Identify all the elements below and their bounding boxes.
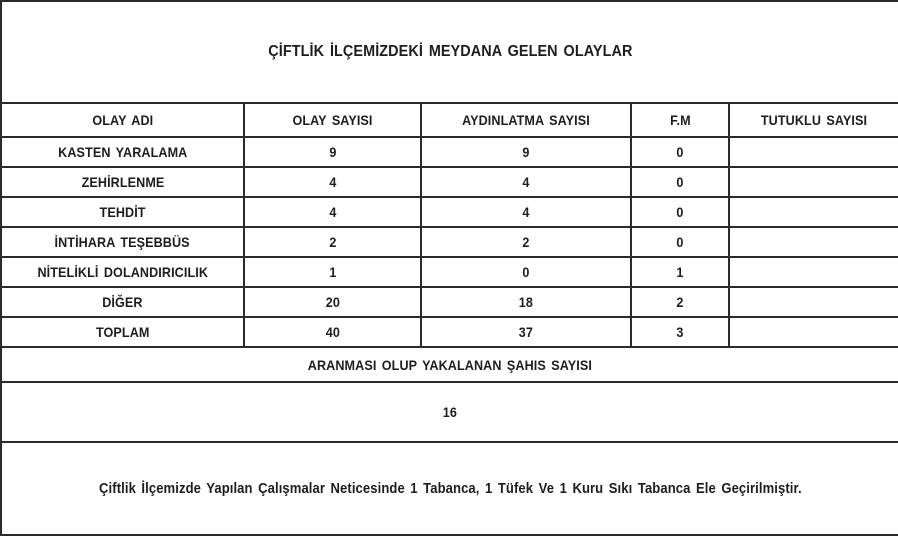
column-header-label: TUTUKLU SAYISI (760, 112, 868, 128)
detained-count-cell (729, 227, 898, 257)
event-name: ZEHİRLENME (81, 174, 164, 190)
wanted-caught-value-row (1, 382, 898, 442)
wanted-caught-label: ARANMASI OLUP YAKALANAN ŞAHIS SAYISI (307, 356, 593, 373)
clarified-count: 18 (518, 294, 534, 310)
clarified-count: 9 (522, 144, 530, 160)
clarified-count-cell (421, 317, 631, 347)
header-row (1, 103, 898, 137)
seizure-note-row (1, 442, 898, 535)
fm-count-cell (631, 257, 729, 287)
table-row-zehirlenme (1, 167, 898, 197)
event-count: 2 (328, 234, 337, 250)
column-header-tutuklu-sayisi (729, 103, 898, 137)
clarified-count-cell (421, 197, 631, 227)
detained-count-cell (729, 137, 898, 167)
event-count-cell (244, 317, 421, 347)
table-row-intihara-tesebbus (1, 227, 898, 257)
seizure-note: Çiftlik İlçemizde Yapılan Çalışmalar Neticesinde 1 Tabanca, 1 Tüfek Ve 1 Kuru Sıkı Tabanca Ele Geçirilmiştir. (98, 480, 802, 497)
wanted-caught-label-row (1, 347, 898, 382)
event-count: 40 (325, 324, 340, 340)
event-name: TEHDİT (99, 204, 146, 220)
seizure-note-cell (1, 442, 898, 535)
fm-count-cell (631, 167, 729, 197)
detained-count-cell (729, 197, 898, 227)
event-count-cell (244, 167, 421, 197)
event-count-cell (244, 197, 421, 227)
fm-count-cell (631, 137, 729, 167)
fm-count: 2 (676, 294, 684, 310)
fm-count-cell (631, 287, 729, 317)
event-name-cell (1, 317, 244, 347)
table-row-diger (1, 287, 898, 317)
event-name-cell (1, 287, 244, 317)
fm-count: 0 (676, 234, 684, 250)
clarified-count: 4 (522, 174, 530, 190)
wanted-caught-value-cell (1, 382, 898, 442)
column-header-label: OLAY SAYISI (292, 112, 373, 128)
clarified-count-cell (421, 167, 631, 197)
fm-count-cell (631, 197, 729, 227)
event-name: NİTELİKLİ DOLANDIRICILIK (37, 264, 208, 280)
page-title-text: ÇİFTLİK İLÇEMİZDEKİ MEYDANA GELEN OLAYLAR (267, 43, 633, 60)
event-name-cell (1, 227, 244, 257)
event-count-cell (244, 137, 421, 167)
page-title (1, 1, 898, 103)
column-header-olay-adi (1, 103, 244, 137)
detained-count-cell (729, 167, 898, 197)
clarified-count-cell (421, 257, 631, 287)
event-name: KASTEN YARALAMA (57, 144, 188, 160)
fm-count: 0 (676, 144, 684, 160)
table-row-kasten-yaralama (1, 137, 898, 167)
fm-count-cell (631, 317, 729, 347)
table-row-toplam (1, 317, 898, 347)
wanted-caught-value: 16 (442, 404, 458, 420)
table-row-tehdit (1, 197, 898, 227)
clarified-count: 37 (518, 324, 534, 340)
title-row (1, 1, 898, 103)
column-header-olay-sayisi (244, 103, 421, 137)
column-header-label: OLAY ADI (92, 112, 153, 128)
event-count: 1 (328, 264, 337, 280)
event-name-cell (1, 167, 244, 197)
event-count: 9 (328, 144, 337, 160)
table-row-nitelikli-dolandiricilik (1, 257, 898, 287)
event-count: 20 (325, 294, 340, 310)
clarified-count: 2 (522, 234, 530, 250)
fm-count-cell (631, 227, 729, 257)
clarified-count-cell (421, 137, 631, 167)
detained-count-cell (729, 287, 898, 317)
clarified-count-cell (421, 227, 631, 257)
fm-count: 0 (676, 174, 684, 190)
event-name: TOPLAM (95, 324, 150, 340)
column-header-aydinlatma-sayisi (421, 103, 631, 137)
event-count-cell (244, 257, 421, 287)
event-count: 4 (328, 174, 337, 190)
event-name: İNTİHARA TEŞEBBÜS (54, 234, 191, 250)
detained-count-cell (729, 317, 898, 347)
event-name-cell (1, 257, 244, 287)
event-count: 4 (328, 204, 337, 220)
fm-count: 0 (676, 204, 684, 220)
clarified-count-cell (421, 287, 631, 317)
column-header-label: AYDINLATMA SAYISI (462, 112, 590, 128)
event-name-cell (1, 197, 244, 227)
column-header-fm (631, 103, 729, 137)
clarified-count: 0 (522, 264, 530, 280)
event-name: DİĞER (102, 294, 143, 310)
fm-count: 3 (676, 324, 684, 340)
event-name-cell (1, 137, 244, 167)
clarified-count: 4 (522, 204, 530, 220)
wanted-caught-label-cell (1, 347, 898, 382)
column-header-label: F.M (669, 112, 691, 128)
event-count-cell (244, 227, 421, 257)
fm-count: 1 (676, 264, 684, 280)
event-count-cell (244, 287, 421, 317)
detained-count-cell (729, 257, 898, 287)
